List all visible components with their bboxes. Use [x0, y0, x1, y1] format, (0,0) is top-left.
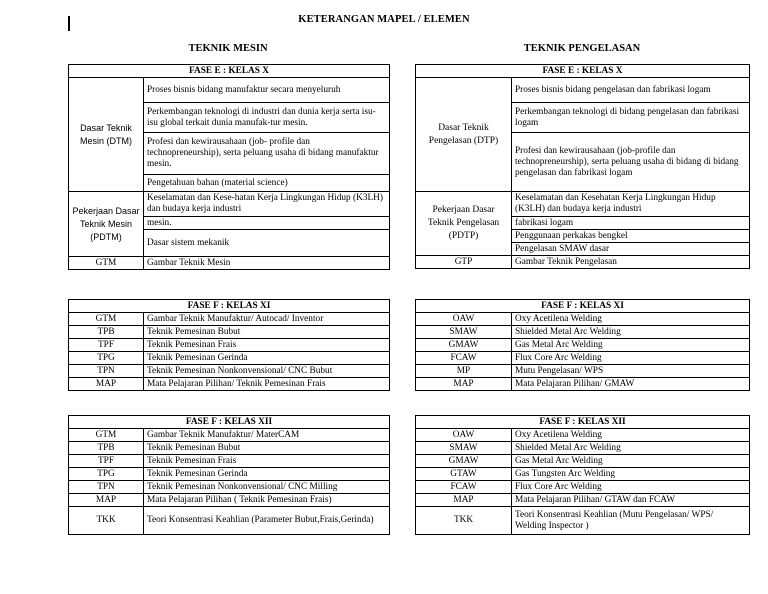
pdtp-item: Penggunaan perkakas bengkel [512, 230, 750, 243]
table-row-desc: Teknik Pemesinan Nonkonvensional/ CNC Milling [144, 481, 390, 494]
table-row-code: SMAW [416, 442, 512, 455]
table-row-code: FCAW [416, 352, 512, 365]
table-row-desc: Teknik Pemesinan Bubut [144, 442, 390, 455]
table-row-code: GTM [69, 429, 144, 442]
table-row-code: TPG [69, 352, 144, 365]
mesin-fase-f-xi-table [68, 299, 390, 391]
fase-header: FASE F : KELAS XI [69, 300, 390, 313]
dtm-item: Profesi dan kewirausahaan (job- profile dan technopreneurship), serta peluang usaha di bidang manufaktur mesin. [144, 133, 390, 175]
table-row-code: SMAW [416, 326, 512, 339]
mesin-fase-e-table [68, 64, 390, 270]
table-row-desc: Shielded Metal Arc Welding [512, 326, 750, 339]
table-row-desc: Teknik Pemesinan Bubut [144, 326, 390, 339]
dtm-item: Proses bisnis bidang manufaktur secara menyeluruh [144, 78, 390, 103]
table-row-desc: Mata Pelajaran Pilihan/ Teknik Pemesinan Frais [144, 378, 390, 391]
fase-header: FASE E : KELAS X [69, 65, 390, 78]
tkk-code: TKK [69, 507, 144, 535]
table-row-desc: Flux Core Arc Welding [512, 481, 750, 494]
fase-header: FASE F : KELAS XI [416, 300, 750, 313]
fase-header: FASE F : KELAS XII [416, 416, 750, 429]
pdtp-item: Keselamatan dan Kesehatan Kerja Lingkungan Hidup (K3LH) dan budaya kerja industri [512, 192, 750, 217]
dtp-label: Dasar Teknik Pengelasan (DTP) [416, 78, 512, 192]
table-row-desc: Teknik Pemesinan Frais [144, 455, 390, 468]
dtm-item: Pengetahuan bahan (material science) [144, 175, 390, 192]
pengelasan-fase-f-xii-table [415, 415, 750, 535]
table-row-desc: Teknik Pemesinan Frais [144, 339, 390, 352]
table-row-code: MAP [69, 378, 144, 391]
table-row-desc: Gambar Teknik Manufaktur/ MaterCAM [144, 429, 390, 442]
table-row-desc: Gas Metal Arc Welding [512, 339, 750, 352]
table-row-code: TPN [69, 481, 144, 494]
table-row-desc: Mata Pelajaran Pilihan/ GMAW [512, 378, 750, 391]
page-title: KETERANGAN MAPEL / ELEMEN [298, 14, 470, 25]
table-row-desc: Teknik Pemesinan Gerinda [144, 352, 390, 365]
pdtp-label: Pekerjaan Dasar Teknik Pengelasan (PDTP) [416, 192, 512, 256]
table-row-code: GTAW [416, 468, 512, 481]
table-row-code: OAW [416, 429, 512, 442]
dtp-item: Profesi dan kewirausahaan (job-profile dan technopreneurship), serta peluang usaha di bidang di bidang pengelasan dan fabrikasi logam [512, 133, 750, 192]
table-row-desc: Oxy Acetilena Welding [512, 313, 750, 326]
table-row-code: GMAW [416, 339, 512, 352]
gtm-code: GTM [69, 257, 144, 270]
pengelasan-fase-e-table [415, 64, 750, 269]
table-row-code: TPN [69, 365, 144, 378]
table-row-code: MAP [416, 378, 512, 391]
fase-header: FASE E : KELAS X [416, 65, 750, 78]
table-row-desc: Mata Pelajaran Pilihan ( Teknik Pemesinan Frais) [144, 494, 390, 507]
table-row-code: TPG [69, 468, 144, 481]
table-row-code: MAP [69, 494, 144, 507]
dtm-label: Dasar Teknik Mesin (DTM) [69, 78, 144, 192]
pdtp-item: fabrikasi logam [512, 217, 750, 230]
pdtm-label: Pekerjaan Dasar Teknik Mesin (PDTM) [69, 192, 144, 257]
table-row-desc: Oxy Acetilena Welding [512, 429, 750, 442]
table-row-desc: Shielded Metal Arc Welding [512, 442, 750, 455]
table-row-desc: Gas Tungsten Arc Welding [512, 468, 750, 481]
gtp-desc: Gambar Teknik Pengelasan [512, 256, 750, 269]
teknik-mesin-title: TEKNIK MESIN [188, 43, 268, 54]
table-row-code: TPF [69, 455, 144, 468]
teknik-pengelasan-title: TEKNIK PENGELASAN [523, 43, 641, 54]
gtp-code: GTP [416, 256, 512, 269]
pdtm-item: mesin. [144, 217, 390, 230]
fase-header: FASE F : KELAS XII [69, 416, 390, 429]
mesin-fase-f-xii-table [68, 415, 390, 535]
table-row-desc: Teknik Pemesinan Nonkonvensional/ CNC Bubut [144, 365, 390, 378]
tkk-code: TKK [416, 507, 512, 535]
table-row-desc: Teknik Pemesinan Gerinda [144, 468, 390, 481]
table-row-desc: Gas Metal Arc Welding [512, 455, 750, 468]
dtp-item: Proses bisnis bidang pengelasan dan fabrikasi logam [512, 78, 750, 103]
table-row-code: GTM [69, 313, 144, 326]
table-row-desc: Mutu Pengelasan/ WPS [512, 365, 750, 378]
table-row-desc: Mata Pelajaran Pilihan/ GTAW dan FCAW [512, 494, 750, 507]
table-row-code: TPF [69, 339, 144, 352]
dtm-item: Perkembangan teknologi di industri dan dunia kerja serta isu-isu global terkait dunia manufak-tur mesin. [144, 103, 390, 133]
tkk-desc: Teori Konsentrasi Keahlian (Parameter Bubut,Frais,Gerinda) [144, 507, 390, 535]
pdtm-item: Keselamatan dan Kese-hatan Kerja Lingkungan Hidup (K3LH) dan budaya kerja industri [144, 192, 390, 217]
table-row-code: GMAW [416, 455, 512, 468]
table-row-code: FCAW [416, 481, 512, 494]
table-row-code: OAW [416, 313, 512, 326]
pdtp-item: Pengelasan SMAW dasar [512, 243, 750, 256]
table-row-code: MP [416, 365, 512, 378]
tkk-desc: Teori Konsentrasi Keahlian (Mutu Pengelasan/ WPS/ Welding Inspector ) [512, 507, 750, 535]
table-row-desc: Flux Core Arc Welding [512, 352, 750, 365]
table-row-code: TPB [69, 442, 144, 455]
dtp-item: Perkembangan teknologi di bidang pengelasan dan fabrikasi logam [512, 103, 750, 133]
pengelasan-fase-f-xi-table [415, 299, 750, 391]
table-row-desc: Gambar Teknik Manufaktur/ Autocad/ Inventor [144, 313, 390, 326]
pdtm-item: Dasar sistem mekanik [144, 230, 390, 257]
table-row-code: MAP [416, 494, 512, 507]
table-row-code: TPB [69, 326, 144, 339]
gtm-desc: Gambar Teknik Mesin [144, 257, 390, 270]
